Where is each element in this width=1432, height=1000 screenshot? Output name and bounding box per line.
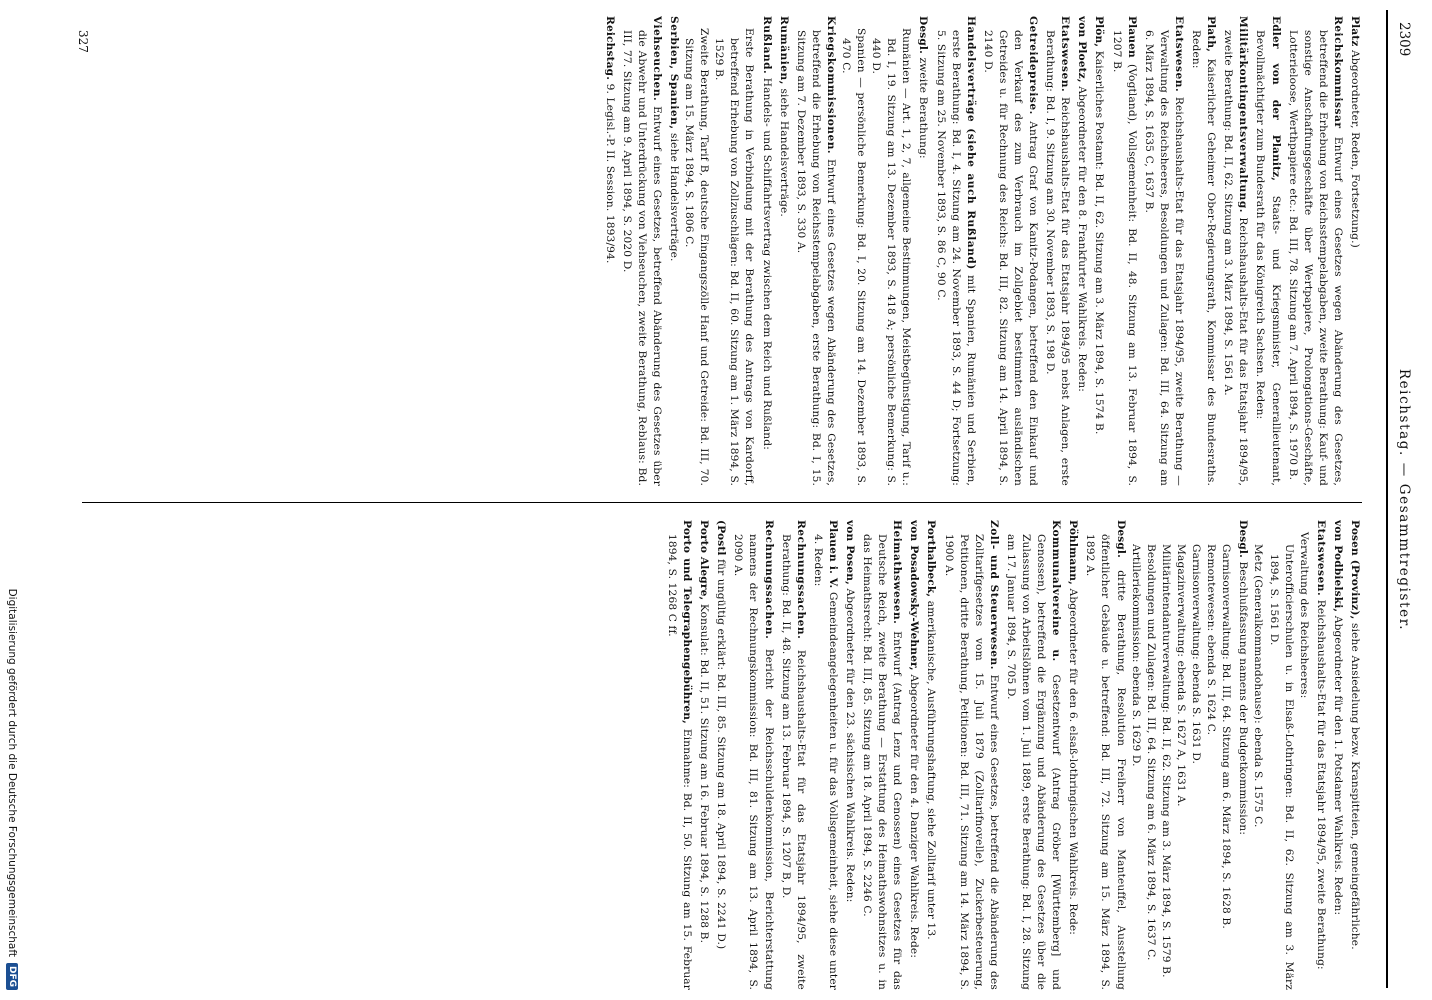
entry-subject: Viehseuchen. [650, 16, 663, 102]
entry-text: für ungültig erklärt: Bd. III, 85. Sitzung am 18. April 1894, S. 2241 D.) [715, 559, 728, 950]
entry-heading: Pöhlmann, [1067, 520, 1080, 585]
entry-text: Entwurf eines Gesetzes wegen Abänderung des Gesetzes, betreffend die Erhebung von Reichsstempelabgaben, zweite Berathung: Kauf- und sonstige Anschaffungsgeschäfte über Wertpapiere, Prolongations-Geschäfte, Lotterieloose, Werthpapiere etc.: Bd. III, 78. Sitzung am 7. April 1894, S. 1970 B. [1286, 30, 1344, 486]
index-subentry: Spanien — persönliche Bemerkung: Bd. I, 20. Sitzung am 14. Dezember 1893, S. 470 C. [840, 28, 868, 486]
entry-text: Handels- und Schiffahrtsvertrag zwischen dem Reich und Rußland: [760, 77, 773, 450]
index-entry [1065, 520, 1080, 990]
entry-text: dritte Berathung, Resolution Freiherr von Manteuffel, Ausstellung öffentlicher Gebäude u. betreffend: Bd. III, 72. Sitzung am 15. März 1894, S. 1892 A. [1084, 534, 1127, 990]
index-entry [1003, 520, 1063, 990]
entry-heading: Plön, [1093, 16, 1106, 48]
signature-mark: 327 [76, 30, 90, 53]
entry-text: siehe Ansiedelung bezw. Kranspitteien, gemeingefährliche. [1349, 623, 1361, 950]
left-column [82, 16, 1362, 486]
entry-heading: Desgl. [1114, 520, 1127, 558]
entry-text: Kaiserlicher Geheimer Ober-Regierungsrath, Kommissar des Bundesraths. Reden: [1190, 30, 1218, 486]
index-entry [915, 16, 930, 486]
entry-subject: Militärkontingentsverwaltung. [1237, 16, 1250, 213]
index-entry [1188, 16, 1218, 486]
index-subentry: Militärintendanturverwaltung: Bd. II, 62. Sitzung am 3. März 1894, S. 1579 B. [1159, 544, 1172, 978]
digitization-credit [0, 0, 24, 1000]
entry-heading: Porto und Telegraphengebühren, [681, 520, 694, 724]
entry-heading: Posen (Provinz), [1349, 520, 1361, 620]
entry-text: Gemeindeangelegenheiten u. für das Vollsgemeinheit, siehe diese unter 4. Reden: [811, 534, 839, 990]
index-entry [906, 520, 921, 990]
index-entry [602, 16, 617, 486]
index-entry [1074, 16, 1089, 486]
index-entry [666, 16, 681, 486]
entry-heading: Plath, [1205, 16, 1218, 53]
index-subentry: Magazinverwaltung: ebenda S. 1627 A, 1631 A. [1174, 544, 1187, 807]
entry-subject: Rußland. [760, 16, 773, 75]
entry-text: Gesetzentwurf (Antrag Gröber [Württemberg] und Genossen), betreffend die Ergänzung und Abänderung des Gesetzes über die Zulassung von Arbeitslöhnen vom 1. Juli 1889, erste Berathung: Bd. I, 28. Sitzung am 17. Januar 1894, S. 705 D. [1004, 534, 1063, 990]
entry-text: siehe Handelsverträge. [667, 133, 680, 262]
index-entry [842, 520, 857, 990]
index-entry [1252, 16, 1282, 486]
entry-text: zweite Berathung: [917, 57, 930, 159]
index-entry [859, 520, 904, 990]
entry-subject: Rechnungssachen. [794, 520, 807, 640]
entry-heading: von Ploetz, [1076, 16, 1089, 83]
entry-heading: Plauen [1125, 16, 1138, 58]
entry-text: Abgeordneter für den 4. Danziger Wahlkreis. Rede: [908, 674, 921, 959]
page-number: 2309 [1396, 22, 1412, 57]
credit-text: Digitalisierung gefördert durch die Deutsche Forschungsgemeinschaft [6, 588, 18, 957]
page-header [1366, 0, 1432, 1000]
entry-text: Beschlußfassung namens der Budgetkommission: [1237, 561, 1250, 836]
right-column [82, 520, 1362, 990]
entry-text: Abgeordneter, Reden, Fortsetzung.) [1349, 50, 1361, 248]
column-divider [82, 502, 1362, 503]
entry-heading: Porthalbeck, [925, 520, 938, 598]
index-entry [810, 520, 840, 990]
entry-subject: Kommunalvereine u. [1050, 520, 1063, 662]
entry-text: Bericht der Reichsschuldenkommission, Berichterstattung namens der Rechnungskommission: Bd. III, 81. Sitzung am 13. April 1894, S. 2090 A. [732, 534, 775, 990]
index-entry [758, 16, 773, 486]
entry-text: Konsulat: Bd. II, 51. Sitzung am 16. Februar 1894, S. 1288 B. [698, 603, 711, 944]
entry-text: Reichshaushalts-Etat für das Etatsjahr 1894/95, zweite Berathung: Bd. II, 62. Sitzung am 3. März 1894, S. 1561 A. [1222, 30, 1250, 486]
index-entry [793, 16, 838, 486]
index-entry [1091, 16, 1106, 486]
entry-text: Staats- und Kriegsminister, Generallieutenant, Bevollmächtigter zum Bundesrath für das Königreich Sachsen. Reden: [1254, 30, 1282, 486]
index-subentry: Metz (Generalkommandohause): ebenda S. 1575 C. [1252, 544, 1265, 828]
entry-heading: Edler von der Planitz, [1269, 16, 1282, 182]
index-subentry: Unterofficierschulen u. in Elsaß-Lothringen: Bd. II, 62. Sitzung am 3. März 1894, S. 1561 D. [1267, 544, 1295, 990]
index-entry [932, 16, 977, 486]
entry-text: amerikanische, Ausführungshaftung, siehe Zolltarif unter 13. [925, 600, 938, 940]
index-entry [980, 16, 1040, 486]
index-subentry: Garnisonverwaltung: ebenda S. 1631 D. [1190, 544, 1203, 764]
index-entry [1082, 520, 1127, 990]
index-entry [940, 520, 1000, 990]
entry-subject: Zoll- und Steuerwesen. [987, 520, 1000, 670]
index-entry [1042, 16, 1072, 486]
index-entry [713, 520, 728, 990]
dfg-logo: DFG [6, 963, 18, 990]
entry-subject: Etatswesen. [1059, 16, 1072, 93]
running-title: Reichstag. — Gesammtregister. [1396, 368, 1412, 632]
index-entry [1347, 520, 1362, 990]
index-subentry: Erste Berathung in Verbindung mit der Berathung des Antrags von Kardorff, betreffend Erhebung von Zollzuschlägen: Bd. II, 60. Sitzung am 1. März 1894, S. 1529 B. [713, 28, 756, 486]
entry-subject: Etatswesen. [1172, 16, 1185, 93]
entry-heading: Plauen i. V. [826, 520, 839, 589]
entry-text: Entwurf eines Gesetzes wegen Abänderung des Gesetzes, betreffend die Erhebung von Reichsstempelabgaben, erste Berathung: Bd. I, 15. Sitzung am 7. Dezember 1893, S. 330 A. [794, 30, 837, 486]
entry-heading: von Posadowsky-Wehner, [908, 520, 921, 671]
index-entry [1313, 520, 1328, 990]
index-entry [923, 520, 938, 990]
entry-heading: Platz [1349, 16, 1361, 47]
index-subentry: Besoldungen und Zulagen: Bd. III, 64. Sitzung am 6. März 1894, S. 1637 C. [1144, 544, 1157, 961]
entry-heading: Desgl. [917, 16, 930, 54]
entry-heading: von Posen, [844, 520, 856, 585]
index-subentry: Verwaltung des Reichsheeres: [1297, 532, 1310, 699]
entry-text: (Vogtland), Vollsgemeinheit: Bd. II, 48. Sitzung am 13. Februar 1894, S. 1207 B. [1110, 30, 1138, 486]
entry-subject: Reichskommissar [1331, 16, 1344, 129]
entry-text: Einnahme: Bd. II, 50. Sitzung am 15. Februar 1894, S. 1268 C ff. [665, 534, 694, 990]
index-entry [619, 16, 664, 486]
entry-text: Entwurf eines Gesetzes, betreffend die Abänderung des Zolltarifgesetzes vom 15. Juli 1879 (Zolltarifnovelle), Zuckerbesteuerung, Petitionen, dritte Berathung, Petitionen: Bd. III, 71. Sitzung am 14. März 1894, S. 1900 A. [942, 534, 1000, 990]
index-subentry: Remontewesen: ebenda S. 1624 C. [1205, 544, 1218, 736]
entry-text: Antrag Graf von Kanitz-Podangen, betreffend den Einkauf und den Verkauf des zum Verbrauch im Zollgebiet bestimmten ausländischen Getreides u. für Rechnung des Reichs: Bd. III, 82. Sitzung am 14. April 1894, S. 2140 D. [981, 30, 1040, 486]
index-subentry: Garnisonverwaltung: Bd. III, 64. Sitzung am 6. März 1894, S. 1628 B. [1220, 544, 1233, 929]
index-entry [1330, 520, 1345, 990]
index-entry [664, 520, 694, 990]
index-entry [1285, 16, 1345, 486]
header-rule [1386, 10, 1388, 988]
entry-text: mit Spanien, Rumänien und Serbien, erste Berathung: Bd. I, 4. Sitzung am 24. November 1893, S. 44 D; Fortsetzung: 5. Sitzung am 25. November 1893, S. 86 C, 90 C. [934, 30, 977, 486]
entry-subject: Rechnungssachen. [762, 520, 775, 640]
entry-heading: Porto Alegre, [698, 520, 711, 601]
entry-text: Entwurf eines Gesetzes, betreffend Abänderung des Gesetzes über die Abwehr und Unterdrückung von Viehseuchen, zweite Berathung, Reblaus: Bd. III, 77. Sitzung am 9. April 1894, S. 2020 D. [620, 30, 663, 486]
index-subentry: Artilleriekommission: ebenda S. 1629 D. [1129, 544, 1142, 767]
index-entry [776, 16, 791, 486]
index-entry [1141, 16, 1186, 486]
entry-text: Abgeordneter für den 1. Potsdamer Wahlkreis. Reden: [1331, 615, 1344, 916]
entry-text: Reichshaushalts-Etat für das Etatsjahr 1894/95 nebst Anlagen, erste Berathung: Bd. I, 9. Sitzung am 30. November 1893, S. 198 D. [1044, 30, 1072, 486]
entry-text: 9. Legisl.-P. II. Session. 1893/94. [603, 83, 616, 264]
entry-text: Reichshaushalts-Etat für das Etatsjahr 1894/95, zweite Berathung — Verwaltung des Reichsheeres, Besoldungen und Zulagen: Bd. III, 64. Sitzung am 6. März 1894, S. 1635 C, 1637 B. [1142, 30, 1185, 486]
index-entry [1347, 16, 1362, 486]
entry-heading: (Postl [715, 520, 728, 556]
index-entry [696, 520, 711, 990]
index-entry [1109, 16, 1139, 486]
entry-heading: von Podbielski, [1331, 520, 1344, 613]
entry-text: Kaiserliches Postamt: Bd. II, 62. Sitzung am 3. März 1894, S. 1574 B. [1093, 50, 1106, 435]
entry-text: Abgeordneter für den 6. elsaß-lothringischen Wahlkreis. Rede: [1067, 588, 1080, 936]
entry-subject: Getreidepreise. [1027, 16, 1040, 115]
entry-subject: Heimathswesen. [891, 520, 904, 625]
entry-text: Reichshaushalts-Etat für das Etatsjahr 1894/95, zweite Berathung: [1314, 599, 1327, 970]
index-entry [1220, 16, 1250, 486]
entry-text: siehe Handelsverträge. [777, 88, 790, 217]
entry-subject: Handelsverträge (siehe auch Rußland) [964, 16, 977, 270]
entry-subject: Serbien, Spanien, [667, 16, 680, 130]
index-entry [778, 520, 808, 990]
entry-text: Abgeordneter für den 8. Frankfurter Wahlkreis. Reden: [1076, 86, 1089, 393]
entry-text: Entwurf (Antrag Lenz und Genossen) eines Gesetzes für das Deutsche Reich, zweite Berathung — Erstattung des Heimathswohnsitzes u. in das Heimathsrecht: Bd. III, 85. Sitzung am 18. April 1894, S. 2246 C. [861, 534, 904, 990]
entry-heading: Desgl. [1237, 520, 1250, 558]
entry-text: Abgeordneter für den 23. sächsischen Wahlkreis. Reden: [844, 588, 856, 903]
index-subentry: Rumänien — Art. 1, 2, 7, allgemeine Bestimmungen, Meistbegünstigung, Tarif u.: Bd. I, 19. Sitzung am 13. Dezember 1893, S. 418 A; persönliche Bemerkung: S. 440 D. [870, 28, 913, 486]
entry-subject: Rumänien, [777, 16, 790, 85]
index-entry [1235, 520, 1250, 990]
entry-subject: Etatswesen. [1314, 520, 1327, 597]
index-subentry: Zweite Berathung, Tarif B, deutsche Eingangszölle Hanf und Getreide: Bd. III, 70. Sitzung am 15. März 1894, S. 1806 C. [683, 28, 711, 486]
entry-text: Reichshaushalts-Etat für das Etatsjahr 1894/95, zweite Berathung: Bd. II, 48. Sitzung am 13. Februar 1894, S. 1207 B, D. [779, 534, 807, 990]
entry-subject: Kriegskommissionen. [824, 16, 837, 155]
index-entry [730, 520, 775, 990]
entry-heading: Reichstag. [603, 16, 616, 81]
